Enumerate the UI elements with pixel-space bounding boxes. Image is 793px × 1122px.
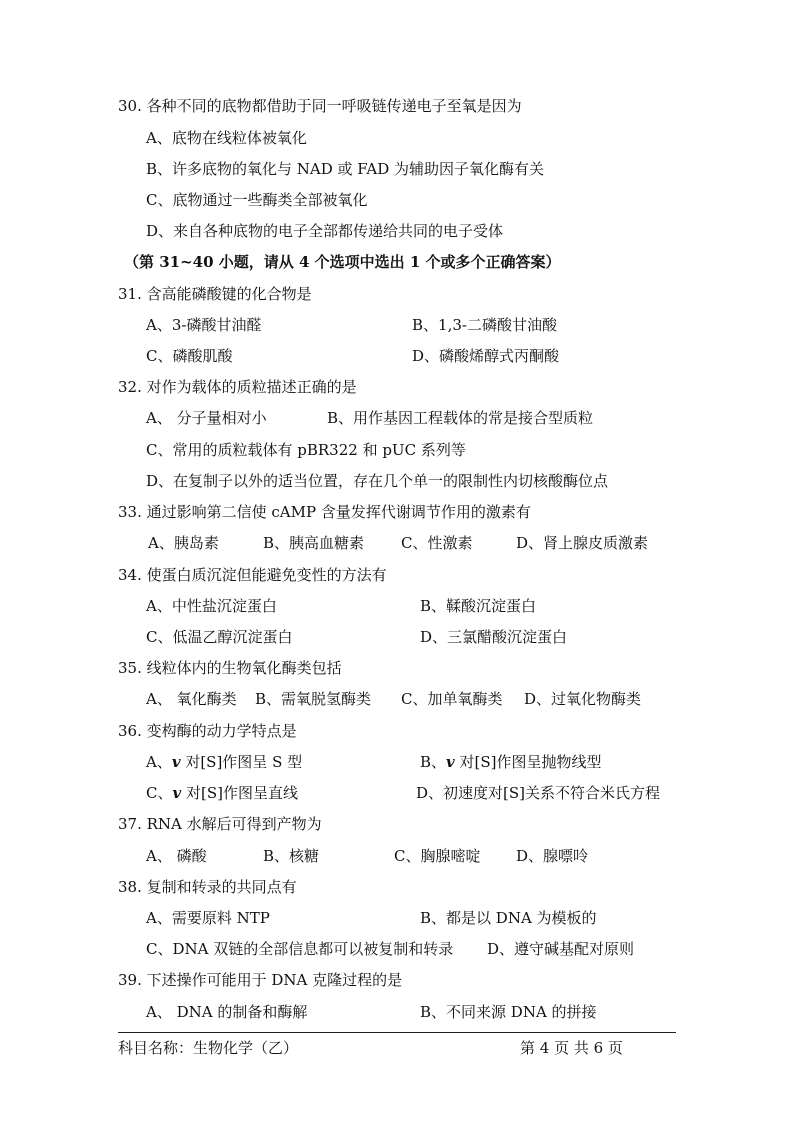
q38-stem: 38. 复制和转录的共同点有 bbox=[118, 878, 297, 896]
q34-option-c: C、低温乙醇沉淀蛋白 bbox=[146, 628, 293, 646]
q30-option-a: A、底物在线粒体被氧化 bbox=[146, 129, 307, 147]
q32-option-b: B、用作基因工程载体的常是接合型质粒 bbox=[327, 409, 594, 427]
q39-option-a: A、 DNA 的制备和酶解 bbox=[146, 1003, 308, 1021]
q34-option-b: B、鞣酸沉淀蛋白 bbox=[420, 597, 537, 615]
footer-page-number: 第 4 页 共 6 页 bbox=[520, 1039, 623, 1057]
q34-option-a: A、中性盐沉淀蛋白 bbox=[146, 597, 277, 615]
q38-option-b: B、都是以 DNA 为模板的 bbox=[420, 909, 597, 927]
q33-option-b: B、胰高血糖素 bbox=[263, 534, 365, 552]
q35-option-c: C、加单氧酶类 bbox=[401, 690, 503, 708]
section-instruction: （第 31~40 小题，请从 4 个选项中选出 1 个或多个正确答案） bbox=[124, 253, 561, 271]
q36-option-d: D、初速度对[S]关系不符合米氏方程 bbox=[416, 784, 661, 802]
q30-option-b: B、许多底物的氧化与 NAD 或 FAD 为辅助因子氧化酶有关 bbox=[146, 160, 545, 178]
q38-option-d: D、遵守碱基配对原则 bbox=[487, 940, 635, 958]
q32-option-c: C、常用的质粒载体有 pBR322 和 pUC 系列等 bbox=[146, 441, 466, 459]
q31-option-b: B、1,3-二磷酸甘油酸 bbox=[412, 316, 557, 334]
q31-option-d: D、磷酸烯醇式丙酮酸 bbox=[412, 347, 560, 365]
q39-option-b: B、不同来源 DNA 的拼接 bbox=[420, 1003, 597, 1021]
q37-option-a: A、 磷酸 bbox=[146, 847, 207, 865]
q37-stem: 37. RNA 水解后可得到产物为 bbox=[118, 815, 322, 833]
q34-option-d: D、三氯醋酸沉淀蛋白 bbox=[420, 628, 568, 646]
q33-option-d: D、肾上腺皮质激素 bbox=[516, 534, 649, 552]
q32-stem: 32. 对作为载体的质粒描述正确的是 bbox=[118, 378, 357, 396]
q31-option-a: A、3-磷酸甘油醛 bbox=[146, 316, 262, 334]
q30-stem: 30. 各种不同的底物都借助于同一呼吸链传递电子至氧是因为 bbox=[118, 97, 522, 115]
q35-option-a: A、 氧化酶类 bbox=[146, 690, 237, 708]
q33-option-c: C、性激素 bbox=[401, 534, 473, 552]
q36-option-a: A、v 对[S]作图呈 S 型 bbox=[146, 753, 303, 771]
q37-option-d: D、腺嘌呤 bbox=[516, 847, 589, 865]
footer-divider bbox=[118, 1032, 676, 1033]
q38-option-a: A、需要原料 NTP bbox=[146, 909, 270, 927]
q33-option-a: A、胰岛素 bbox=[148, 534, 219, 552]
q32-option-a: A、 分子量相对小 bbox=[146, 409, 267, 427]
q39-stem: 39. 下述操作可能用于 DNA 克隆过程的是 bbox=[118, 971, 403, 989]
q33-stem: 33. 通过影响第二信使 cAMP 含量发挥代谢调节作用的激素有 bbox=[118, 503, 531, 521]
q32-option-d: D、在复制子以外的适当位置，存在几个单一的限制性内切核酸酶位点 bbox=[146, 472, 609, 490]
q35-option-b: B、需氧脱氢酶类 bbox=[255, 690, 372, 708]
footer-subject: 科目名称：生物化学（乙） bbox=[118, 1039, 299, 1057]
q30-option-c: C、底物通过一些酶类全部被氧化 bbox=[146, 191, 368, 209]
q35-stem: 35. 线粒体内的生物氧化酶类包括 bbox=[118, 659, 342, 677]
q37-option-c: C、胸腺嘧啶 bbox=[394, 847, 481, 865]
q31-option-c: C、磷酸肌酸 bbox=[146, 347, 233, 365]
q35-option-d: D、过氧化物酶类 bbox=[524, 690, 642, 708]
q36-stem: 36. 变构酶的动力学特点是 bbox=[118, 722, 297, 740]
q31-stem: 31. 含高能磷酸键的化合物是 bbox=[118, 285, 312, 303]
q36-option-c: C、v 对[S]作图呈直线 bbox=[146, 784, 298, 802]
q30-option-d: D、来自各种底物的电子全部都传递给共同的电子受体 bbox=[146, 222, 504, 240]
q34-stem: 34. 使蛋白质沉淀但能避免变性的方法有 bbox=[118, 566, 387, 584]
q38-option-c: C、DNA 双链的全部信息都可以被复制和转录 bbox=[146, 940, 454, 958]
q36-option-b: B、v 对[S]作图呈抛物线型 bbox=[420, 753, 602, 771]
q37-option-b: B、核糖 bbox=[263, 847, 320, 865]
